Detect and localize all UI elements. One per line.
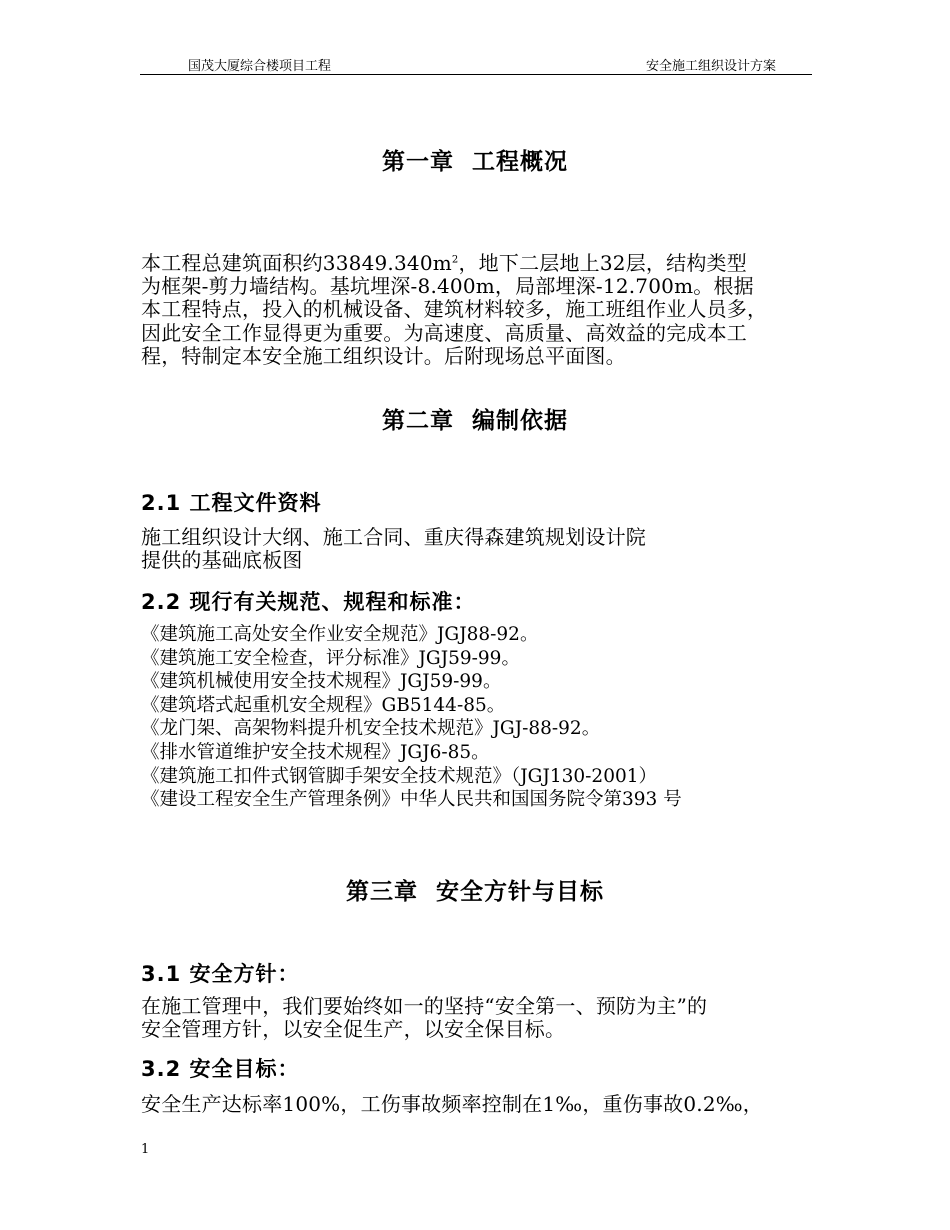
standards-list <box>141 623 831 812</box>
list-item: 《建筑施工扣件式钢管脚手架安全技术规范》（JGJ130-2001） <box>141 765 658 787</box>
chapter-2-title: 第二章 编制依据 <box>381 408 568 434</box>
superscript: 2 <box>451 254 459 266</box>
section-3-2-body <box>141 1093 821 1116</box>
paragraph-line: 程，特制定本安全施工组织设计。后附现场总平面图。 <box>141 343 626 368</box>
paragraph-line: 因此安全工作显得更为重要。为高速度、高质量、高效益的完成本工 <box>141 320 747 345</box>
list-item: 《建筑机械使用安全技术规程》JGJ59-99。 <box>141 671 502 693</box>
paragraph-line: 在施工管理中，我们要始终如一的坚持“安全第一、预防为主”的 <box>141 994 708 1018</box>
list-item: 《排水管道维护安全技术规程》JGJ6-85。 <box>141 741 490 763</box>
page-header <box>140 52 812 75</box>
chapter-1-paragraph <box>141 252 821 368</box>
page-number: 1 <box>141 1142 150 1157</box>
paragraph-line: 本工程总建筑面积约$33849.340m^2$，地下二层地上32层，结构类型 <box>141 251 747 275</box>
chapter-1-title: 第一章 工程概况 <box>381 149 568 175</box>
chapter-3-title: 第三章 安全方针与目标 <box>345 879 604 905</box>
section-3-1-body <box>141 995 821 1041</box>
list-item: 《建筑施工高处安全作业安全规范》JGJ88-92。 <box>141 624 539 645</box>
list-item: 《建设工程安全生产管理条例》中华人民共和国国务院令第393 号 <box>141 789 682 811</box>
paragraph-line: 提供的基础底板图 <box>141 548 303 573</box>
header-document-title: 安全施工组织设计方案 <box>645 59 776 74</box>
paragraph-line: 安全生产达标率100%，工伤事故频率控制在1‰，重伤事故0.2‰， <box>141 1092 763 1116</box>
paragraph-line: 安全管理方针，以安全促生产，以安全保目标。 <box>141 1017 566 1042</box>
paragraph-line: 施工组织设计大纲、施工合同、重庆得森建筑规划设计院 <box>141 525 646 549</box>
section-3-1-title: 3.1 安全方针： <box>141 962 300 986</box>
section-2-1-body <box>141 526 821 572</box>
paragraph-line: 本工程特点，投入的机械设备、建筑材料较多，施工班组作业人员多， <box>141 297 768 322</box>
list-item: 《龙门架、高架物料提升机安全技术规范》JGJ-88-92。 <box>141 718 601 740</box>
section-3-2-title: 3.2 安全目标： <box>141 1057 300 1081</box>
section-2-1-title: 2.1 工程文件资料 <box>141 491 322 515</box>
header-project-name: 国茂大厦综合楼项目工程 <box>188 59 332 74</box>
list-item: 《建筑塔式起重机安全规程》GB5144-85。 <box>141 694 506 716</box>
paragraph-line: 为框架-剪力墙结构。基坑埋深-8.400m，局部埋深-12.700m。根据 <box>141 274 754 299</box>
list-item: 《建筑施工安全检查，评分标准》JGJ59-99。 <box>141 647 520 669</box>
section-2-2-title: 2.2 现行有关规范、规程和标准： <box>141 590 476 614</box>
